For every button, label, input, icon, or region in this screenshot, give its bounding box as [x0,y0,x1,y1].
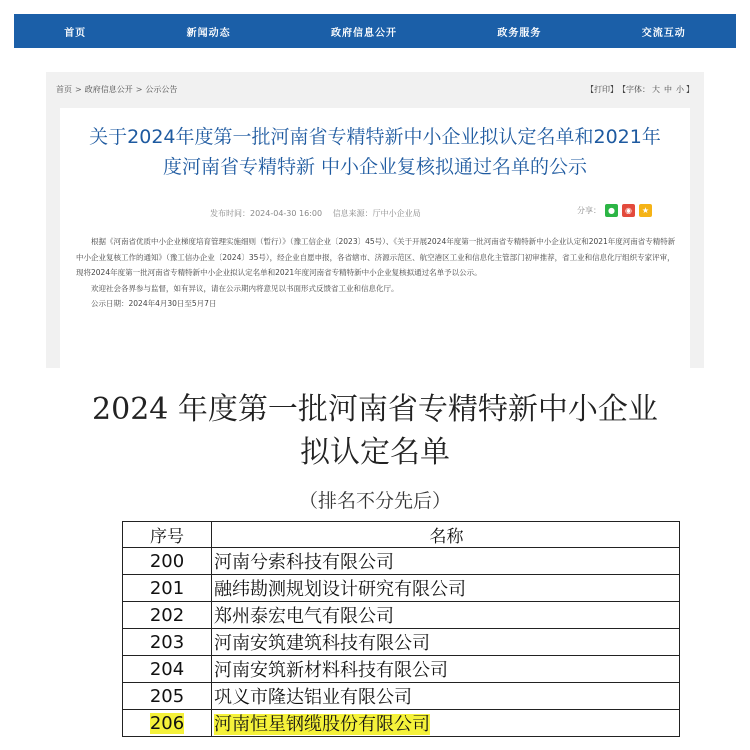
nav-item-home[interactable]: 首页 [64,27,87,39]
company-name: 融纬勘测规划设计研究有限公司 [212,575,680,602]
article-body [76,234,676,312]
table-row [123,683,680,710]
breadcrumb-bar [56,80,694,98]
share-label: 分享： [577,206,601,215]
font-size-label: 【字体： [618,84,650,94]
article-title: 关于2024年度第一批河南省专精特新中小企业拟认定名单和2021年度河南省专精特新 中小企业复核拟通过名单的公示 [89,126,661,178]
article-paragraph: 公示日期：2024年4月30日至5月7日 [91,299,217,308]
document-title [70,388,680,474]
publish-time: 发布时间：2024-04-30 16:00 [210,209,323,218]
document-image [0,370,750,750]
breadcrumb-separator: > [135,84,143,94]
table-row [123,629,680,656]
article-paragraph: 欢迎社会各界参与监督，如有异议，请在公示期内将意见以书面形式反馈省工业和信息化厅。 [91,283,399,293]
enterprise-list-table [122,521,680,737]
print-button[interactable]: 【打印】 [586,84,618,94]
row-number: 204 [123,656,212,683]
share-bar [577,204,652,217]
content-frame [46,72,704,368]
row-number: 203 [123,629,212,656]
breadcrumb-home[interactable]: 首页 [56,84,72,94]
qzone-icon[interactable]: ★ [639,204,652,217]
article-panel [60,108,690,368]
company-name: 河南安筑建筑科技有限公司 [212,629,680,656]
nav-item-services[interactable]: 政务服务 [497,27,542,39]
wechat-icon[interactable]: ● [605,204,618,217]
table-row [123,656,680,683]
font-size-large-button[interactable]: 大 [652,84,660,94]
company-name [212,710,680,737]
row-number: 202 [123,602,212,629]
info-source: 信息来源：厅中小企业局 [332,209,421,218]
row-number: 201 [123,575,212,602]
company-name: 河南安筑新材料科技有限公司 [212,656,680,683]
table-row-highlighted [123,710,680,737]
company-name: 巩义市隆达铝业有限公司 [212,683,680,710]
company-name: 郑州泰宏电气有限公司 [212,602,680,629]
font-size-small-button[interactable]: 小 [676,84,684,94]
document-title-line1: 2024 年度第一批河南省专精特新中小企业 [92,392,658,427]
page-tools [586,84,694,95]
document-title-line2: 拟认定名单 [300,435,450,470]
table-row [123,548,680,575]
column-header-number: 序号 [123,522,212,548]
article-paragraph: 根据《河南省优质中小企业梯度培育管理实施细则（暂行）》（豫工信企业〔2023〕45号）、《关于开展2024年度第一批河南省专精特新中小企业认定和2021年度河南省专精特新中小企业复核工作的通知》（豫工信办企业〔2024〕35号），经企业自愿申报，各省辖市、济源示范区、航空港区工业和信息化主管部门初审推荐，省工业和信息化厅组织专家评审，现将2024年度第一批河南省专精特新中小企业拟认定名单和2021年度河南省专精特新中小企业复核拟通过名单予以公示。 [76,237,676,277]
breadcrumb-announcements[interactable]: 公示公告 [145,84,178,94]
nav-item-interaction[interactable]: 交流互动 [641,27,686,39]
document-subtitle: （排名不分先后） [298,490,451,512]
font-size-close: 】 [686,84,694,94]
column-header-name: 名称 [212,522,680,548]
nav-item-gov-info[interactable]: 政府信息公开 [330,27,397,39]
row-number [123,710,212,737]
article-meta [210,208,429,219]
nav-item-news[interactable]: 新闻动态 [186,27,231,39]
font-size-medium-button[interactable]: 中 [664,84,672,94]
breadcrumb-separator: > [75,84,82,94]
highlight-mark: 河南恒星钢缆股份有限公司 [214,714,430,735]
weibo-icon[interactable]: ◉ [622,204,635,217]
top-nav-bar [14,14,736,48]
breadcrumb-gov-info[interactable]: 政府信息公开 [84,84,133,94]
row-number: 200 [123,548,212,575]
highlight-mark: 206 [149,712,185,734]
table-header-row [123,522,680,548]
table-row [123,575,680,602]
table-row [123,602,680,629]
company-name: 河南兮索科技有限公司 [212,548,680,575]
row-number: 205 [123,683,212,710]
